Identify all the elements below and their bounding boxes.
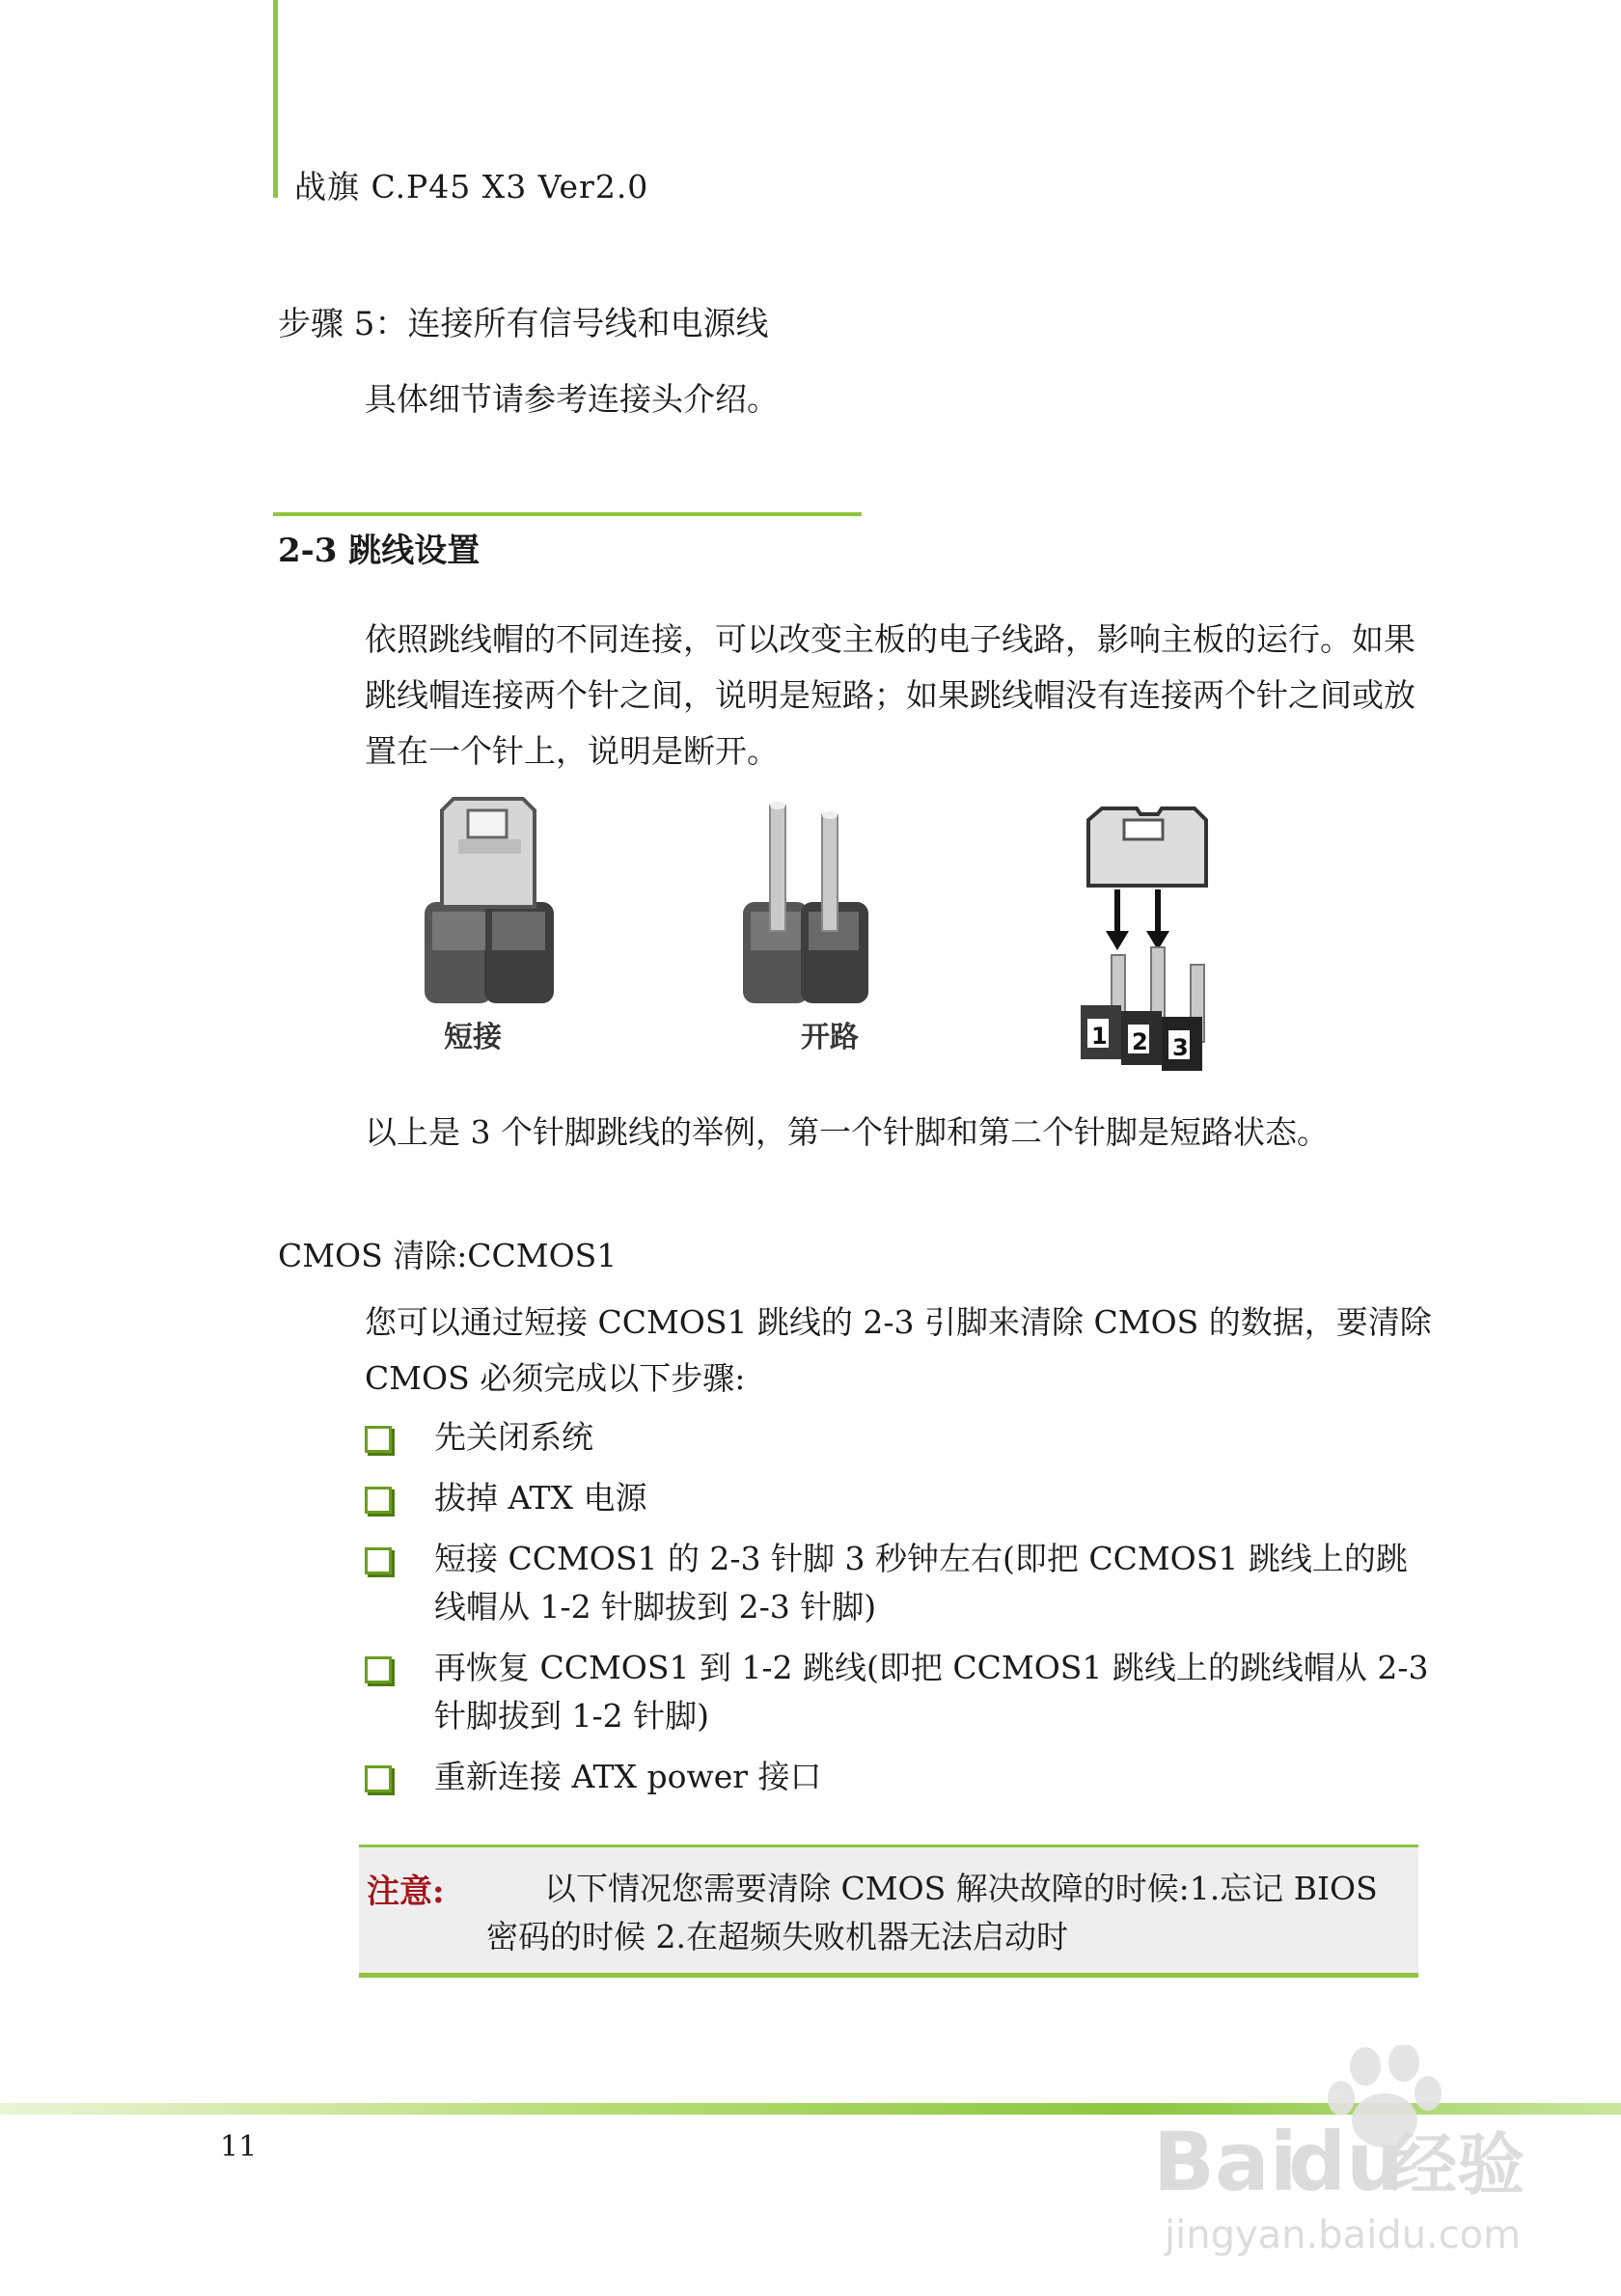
list-item [365, 1474, 1436, 1522]
watermark-url: jingyan.baidu.com [1165, 2213, 1522, 2257]
checkbox-bullet-icon [365, 1487, 392, 1514]
checkbox-bullet-icon [365, 1765, 392, 1792]
checkbox-bullet-icon [365, 1426, 392, 1453]
watermark-brand: Bai [1153, 2115, 1298, 2209]
note-box [359, 1845, 1418, 1978]
list-item [365, 1753, 1436, 1801]
step-text: 拔掉 ATX 电源 [434, 1479, 647, 1517]
jumper-intro-paragraph: 依照跳线帽的不同连接，可以改变主板的电子线路，影响主板的运行。如果跳线帽连接两个针之间，说明是短路；如果跳线帽没有连接两个针之间或放置在一个针上，说明是断开。 [365, 620, 1415, 770]
step-text: 重新连接 ATX power 接口 [434, 1758, 822, 1795]
page-number: 11 [220, 2130, 258, 2164]
step5-title: 步骤 5：连接所有信号线和电源线 [278, 305, 769, 343]
cmos-clear-title: CMOS 清除:CCMOS1 [278, 1237, 618, 1274]
watermark-brand2: du [1288, 2115, 1404, 2209]
list-item [365, 1535, 1436, 1631]
list-item [365, 1644, 1436, 1740]
note-label: 注意: [367, 1872, 445, 1911]
step-text: 先关闭系统 [434, 1418, 593, 1456]
step-text: 再恢复 CCMOS1 到 1-2 跳线(即把 CCMOS1 跳线上的跳线帽从 2-3 针脚拔到 1-2 针脚) [434, 1649, 1429, 1735]
checkbox-bullet-icon [365, 1547, 392, 1574]
pin-number-1: 1 [1091, 1023, 1108, 1050]
cmos-steps-list [365, 1413, 1436, 1814]
step5-detail: 具体细节请参考连接头介绍。 [365, 380, 779, 418]
pin-number-2: 2 [1132, 1028, 1148, 1055]
short-label: 短接 [444, 1021, 502, 1054]
header-accent-line [273, 0, 278, 198]
open-label: 开路 [801, 1021, 859, 1054]
section-title: 2-3 跳线设置 [278, 532, 481, 570]
short-jumper-illustration [425, 799, 554, 1003]
figure-caption: 以上是 3 个针脚跳线的举例，第一个针脚和第二个针脚是短路状态。 [365, 1113, 1329, 1151]
watermark-product: 经验 [1389, 2125, 1525, 2204]
jumper-figure [415, 781, 1245, 1090]
checkbox-bullet-icon [365, 1656, 392, 1683]
section-rule [273, 512, 862, 516]
baidu-jingyan-watermark [1143, 2045, 1549, 2277]
pin-number-3: 3 [1172, 1034, 1189, 1061]
list-item [365, 1413, 1436, 1462]
open-jumper-illustration [743, 802, 868, 1003]
cmos-clear-description: 您可以通过短接 CCMOS1 跳线的 2-3 引脚来清除 CMOS 的数据，要清除 CMOS 必须完成以下步骤: [365, 1303, 1432, 1397]
note-text: 以下情况您需要清除 CMOS 解决故障的时候:1.忘记 BIOS 密码的时候 2.在超频失败机器无法启动时 [486, 1870, 1378, 1955]
three-pin-jumper-illustration [1081, 808, 1206, 1071]
page-header-title: 战旗 C.P45 X3 Ver2.0 [294, 168, 649, 205]
step-text: 短接 CCMOS1 的 2-3 针脚 3 秒钟左右(即把 CCMOS1 跳线上的跳线帽从 1-2 针脚拔到 2-3 针脚) [434, 1540, 1408, 1626]
